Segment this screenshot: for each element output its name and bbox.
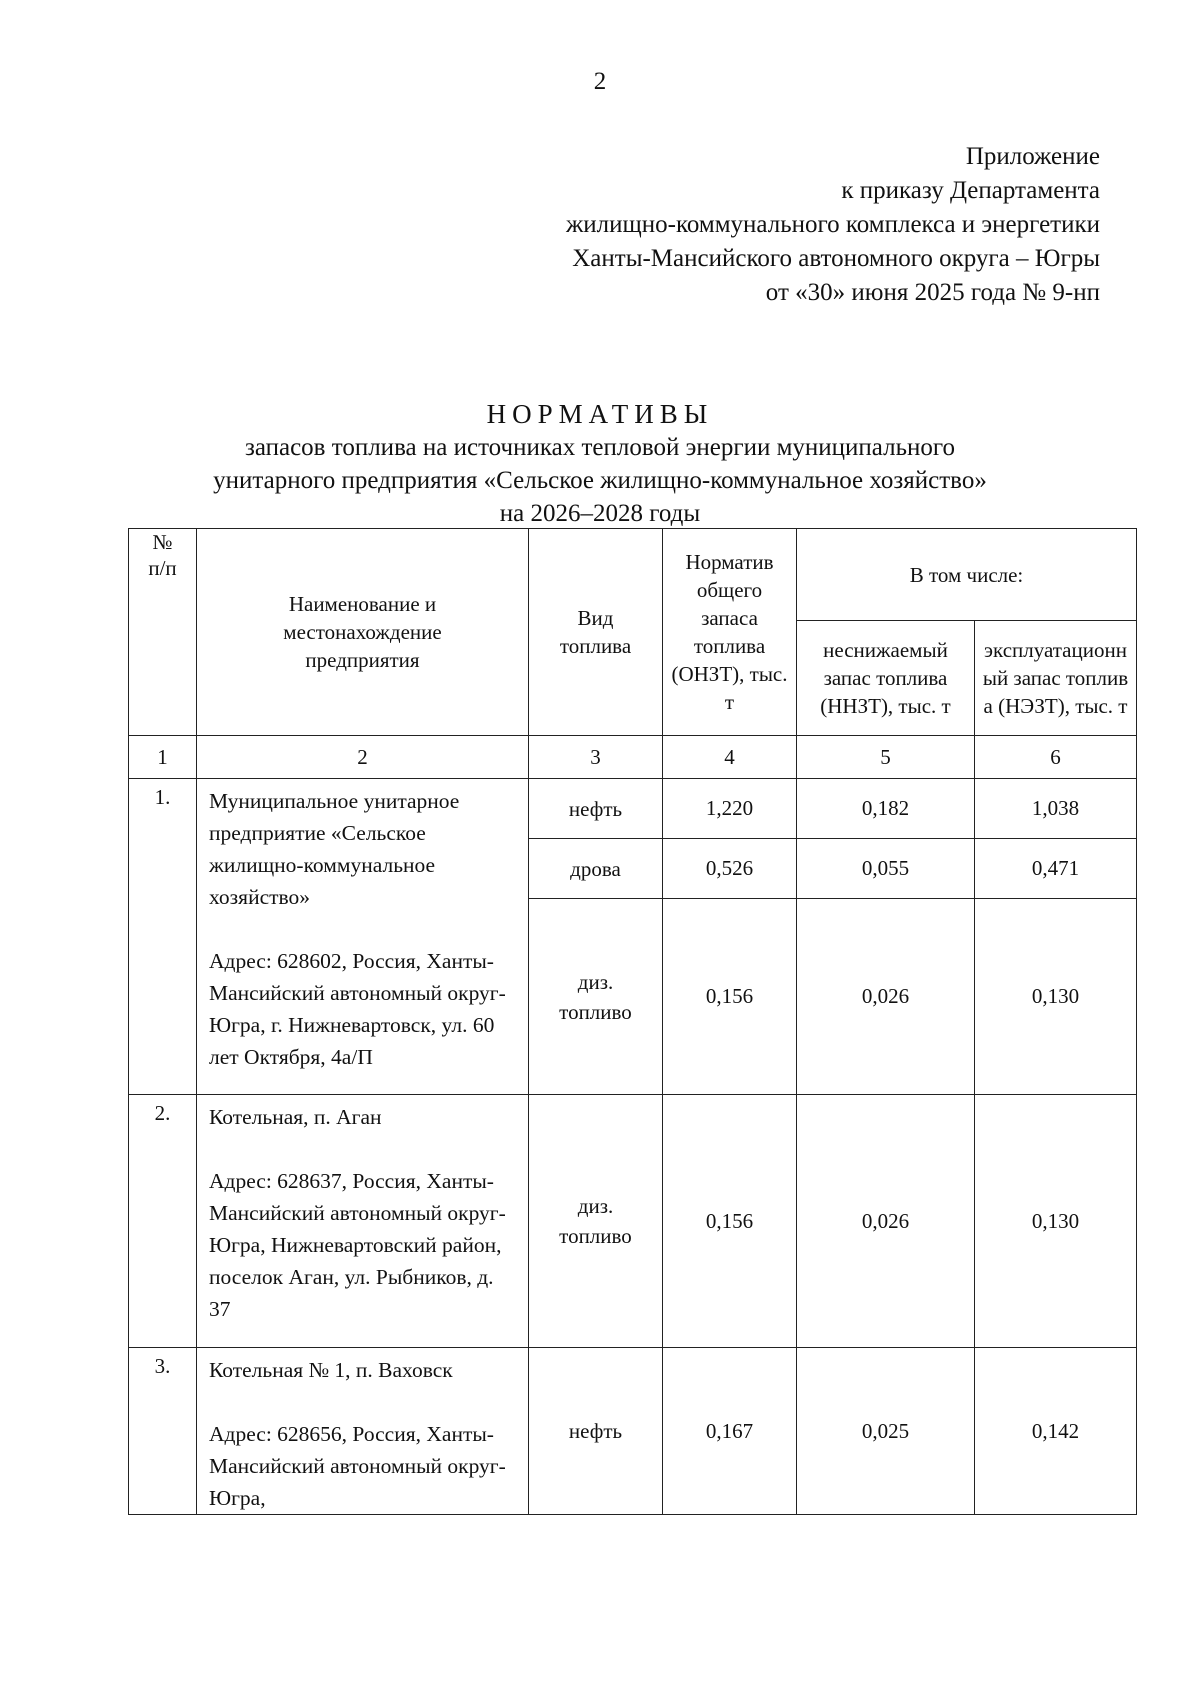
nezt-cell: 0,130 bbox=[975, 1095, 1137, 1348]
nnzt-cell: 0,182 bbox=[797, 779, 975, 839]
page-number: 2 bbox=[593, 68, 607, 95]
row-number: 1. bbox=[129, 779, 197, 1095]
nezt-cell: 1,038 bbox=[975, 779, 1137, 839]
nnzt-cell: 0,025 bbox=[797, 1348, 975, 1515]
fuel-type-cell: нефть bbox=[529, 1348, 663, 1515]
fuel-type-cell: нефть bbox=[529, 779, 663, 839]
enterprise-name: Муниципальное унитарное предприятие «Сельское жилищно-коммунальное хозяйство» bbox=[209, 789, 460, 909]
nezt-cell: 0,142 bbox=[975, 1348, 1137, 1515]
total-reserve-cell: 0,156 bbox=[663, 1095, 797, 1348]
row-number: 2. bbox=[129, 1095, 197, 1348]
header-nnzt: неснижаемый запас топлива (ННЗТ), тыс. т bbox=[797, 621, 975, 736]
header-number-line: № bbox=[152, 530, 173, 554]
table-row bbox=[129, 1348, 1137, 1515]
header-nezt: эксплуатационный запас топлива (НЭЗТ), тыс. т bbox=[975, 621, 1137, 736]
header-fuel-type: Вид топлива bbox=[529, 529, 663, 736]
enterprise-name: Котельная № 1, п. Ваховск bbox=[209, 1358, 453, 1382]
header-including: В том числе: bbox=[797, 529, 1137, 621]
enterprise-name: Котельная, п. Аган bbox=[209, 1105, 382, 1129]
column-index-row bbox=[129, 736, 1137, 779]
nnzt-cell: 0,026 bbox=[797, 1095, 975, 1348]
enterprise-cell bbox=[197, 1095, 529, 1348]
appendix-line: к приказу Департамента bbox=[841, 177, 1100, 204]
header-name: Наименование и местонахождение предприятия bbox=[197, 529, 529, 736]
appendix-line: Приложение bbox=[965, 143, 1100, 170]
enterprise-address: Адрес: 628602, Россия, Ханты-Мансийский автономный округ-Югра, г. Нижневартовск, ул. 60 лет Октября, 4а/П bbox=[209, 949, 506, 1069]
norms-table bbox=[128, 528, 1137, 1515]
row-number: 3. bbox=[129, 1348, 197, 1515]
title-subtitle-line: унитарного предприятия «Сельское жилищно-коммунальное хозяйство» bbox=[213, 467, 987, 494]
total-reserve-cell: 0,167 bbox=[663, 1348, 797, 1515]
title-main: НОРМАТИВЫ bbox=[486, 399, 714, 429]
fuel-type-cell: диз. топливо bbox=[529, 1095, 663, 1348]
column-index: 3 bbox=[529, 736, 663, 779]
header-number bbox=[129, 529, 197, 736]
column-index: 4 bbox=[663, 736, 797, 779]
enterprise-address: Адрес: 628637, Россия, Ханты-Мансийский автономный округ-Югра, Нижневартовский район, поселок Аган, ул. Рыбников, д. 37 bbox=[209, 1169, 506, 1321]
title-subtitle-line: на 2026–2028 годы bbox=[499, 500, 701, 527]
column-index: 5 bbox=[797, 736, 975, 779]
header-number-line: п/п bbox=[148, 556, 177, 580]
column-index: 2 bbox=[197, 736, 529, 779]
table-row bbox=[129, 779, 1137, 839]
appendix-header bbox=[300, 140, 1100, 310]
enterprise-cell bbox=[197, 1348, 529, 1515]
header-row bbox=[129, 529, 1137, 621]
enterprise-cell bbox=[197, 779, 529, 1095]
column-index: 1 bbox=[129, 736, 197, 779]
table-row bbox=[129, 1095, 1137, 1348]
enterprise-address: Адрес: 628656, Россия, Ханты-Мансийский автономный округ-Югра, bbox=[209, 1422, 506, 1510]
column-index: 6 bbox=[975, 736, 1137, 779]
total-reserve-cell: 0,526 bbox=[663, 839, 797, 899]
total-reserve-cell: 1,220 bbox=[663, 779, 797, 839]
nnzt-cell: 0,055 bbox=[797, 839, 975, 899]
nnzt-cell: 0,026 bbox=[797, 899, 975, 1095]
nezt-cell: 0,130 bbox=[975, 899, 1137, 1095]
appendix-line: жилищно-коммунального комплекса и энергетики bbox=[566, 211, 1100, 238]
document-title bbox=[0, 397, 1200, 530]
fuel-type-cell: дрова bbox=[529, 839, 663, 899]
title-subtitle-line: запасов топлива на источниках тепловой энергии муниципального bbox=[244, 434, 956, 461]
appendix-line: Ханты-Мансийского автономного округа – Югры bbox=[572, 245, 1100, 272]
appendix-line: от «30» июня 2025 года № 9-нп bbox=[765, 279, 1100, 306]
header-total-reserve: Норматив общего запаса топлива (ОНЗТ), тыс. т bbox=[663, 529, 797, 736]
fuel-type-cell: диз. топливо bbox=[529, 899, 663, 1095]
nezt-cell: 0,471 bbox=[975, 839, 1137, 899]
total-reserve-cell: 0,156 bbox=[663, 899, 797, 1095]
